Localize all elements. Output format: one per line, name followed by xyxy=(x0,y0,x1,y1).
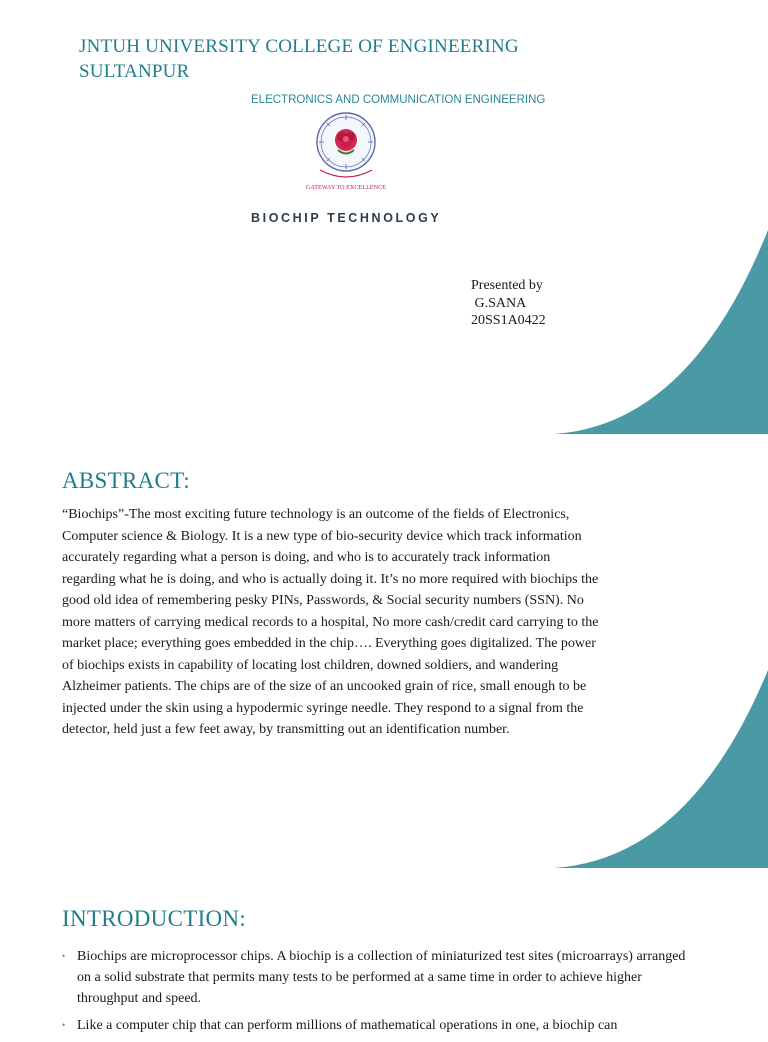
list-item-text: Biochips are microprocessor chips. A biochip is a collection of miniaturized test sites (microarrays) arranged on a solid substrate that permits many tests to be performed at a same time in order to achieve higher throughput and speed. xyxy=(77,949,686,1006)
university-name: JNTUH UNIVERSITY COLLEGE OF ENGINEERING SULTANPUR xyxy=(79,36,519,82)
introduction-heading: INTRODUCTION: xyxy=(62,906,247,931)
university-logo xyxy=(304,110,388,194)
document-title: BIOCHIP TECHNOLOGY xyxy=(251,211,442,225)
presenter-label: Presented by xyxy=(471,278,543,293)
abstract-paragraph: “Biochips”-The most exciting future technology is an outcome of the fields of Electronics, Computer science & Biology. It is a new type of bio-security device which track information accurately regarding what a person is doing, and who is to accurately track information regarding what he is doing, and who is actually doing it. It’s no more required with biochips the good old idea of remembering pesky PINs, Passwords, & Social security numbers (SSN). No more matters of carrying medical records to a hospital, No more cash/credit card carrying to the market place; everything goes embedded in the chip…. Everything goes digitalized. The power of biochips exists in capability of locating lost children, downed soldiers, and wandering Alzheimer patients. The chips are of the size of an uncooked grain of rice, small enough to be injected under the skin using a hypodermic syringe needle. They respond to a signal from the detector, held just a few feet away, by transmitting out an identification number. xyxy=(62,507,599,737)
list-item-text: Like a computer chip that can perform millions of mathematical operations in one, a biochip can xyxy=(77,1018,618,1033)
introduction-list xyxy=(62,946,702,1042)
list-item xyxy=(62,946,702,1009)
decorative-teal-arc-top xyxy=(540,230,768,434)
bullet-icon: • xyxy=(62,1020,66,1030)
abstract-heading: ABSTRACT: xyxy=(62,468,191,493)
list-item xyxy=(62,1015,702,1036)
presenter-block xyxy=(471,277,546,330)
presenter-roll-number: 20SS1A0422 xyxy=(471,313,546,328)
presenter-name: G.SANA xyxy=(471,295,527,311)
department-name: ELECTRONICS AND COMMUNICATION ENGINEERING xyxy=(251,94,546,106)
bullet-icon: • xyxy=(62,951,66,961)
logo-motto: GATEWAY TO EXCELLENCE xyxy=(305,184,387,191)
